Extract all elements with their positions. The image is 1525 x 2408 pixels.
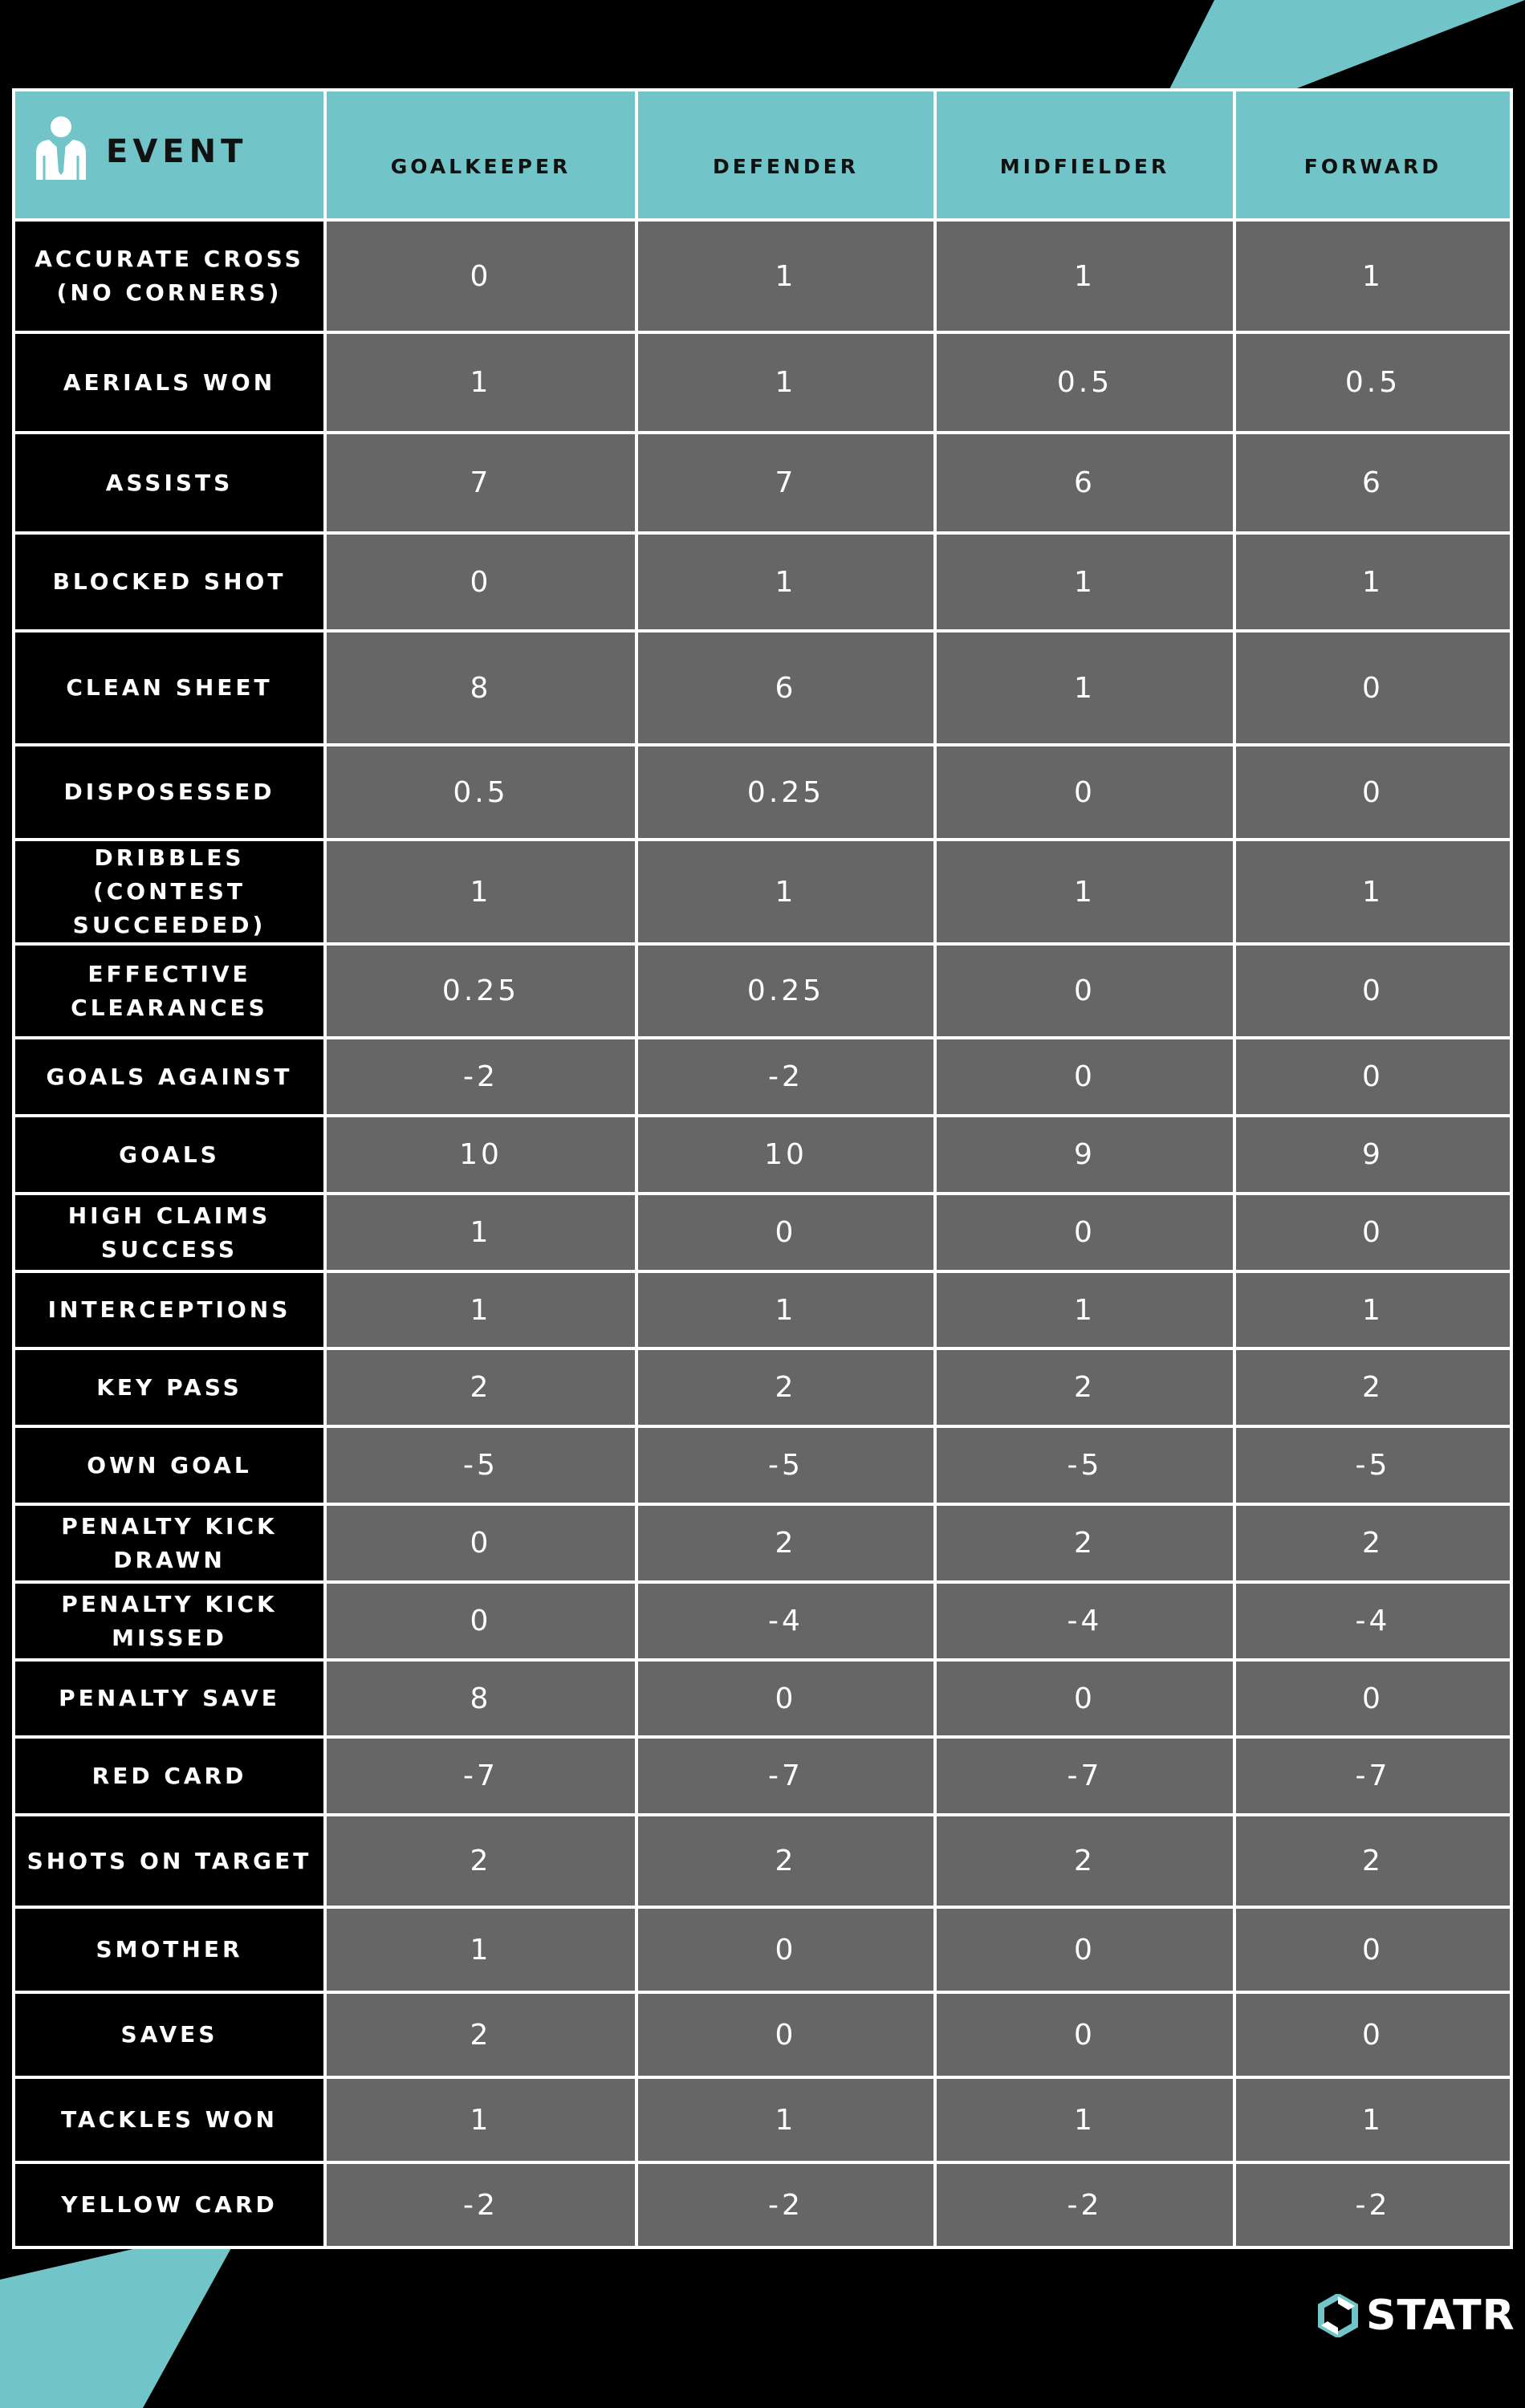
- table-body: [14, 220, 1511, 2247]
- points-forward: 1: [1234, 220, 1511, 332]
- points-defender: 2: [636, 1504, 935, 1582]
- referee-person-icon: [33, 116, 89, 181]
- points-forward: -2: [1234, 2162, 1511, 2247]
- table-row: [14, 2077, 1511, 2162]
- points-midfielder: -4: [935, 1582, 1234, 1660]
- points-goalkeeper: 1: [325, 332, 636, 433]
- event-name-goals: GOALS: [14, 1116, 325, 1194]
- points-defender: 7: [636, 433, 935, 533]
- decorative-stripe-top: [1168, 0, 1525, 92]
- event-name-disposessed: DISPOSESSED: [14, 745, 325, 840]
- event-name-shots-on-target: SHOTS ON TARGET: [14, 1815, 325, 1907]
- points-goalkeeper: 1: [325, 840, 636, 944]
- points-goalkeeper: 0: [325, 1582, 636, 1660]
- points-goalkeeper: -2: [325, 2162, 636, 2247]
- points-midfielder: 0: [935, 1038, 1234, 1116]
- table-row: [14, 1426, 1511, 1504]
- points-midfielder: 2: [935, 1815, 1234, 1907]
- points-midfielder: 0: [935, 745, 1234, 840]
- scoring-table: [12, 88, 1513, 2249]
- points-midfielder: -7: [935, 1737, 1234, 1815]
- points-forward: 9: [1234, 1116, 1511, 1194]
- points-forward: 1: [1234, 1271, 1511, 1348]
- event-name-high-claims-success: HIGH CLAIMS SUCCESS: [14, 1194, 325, 1271]
- event-name-tackles-won: TACKLES WON: [14, 2077, 325, 2162]
- points-forward: 0: [1234, 944, 1511, 1038]
- column-header-defender: DEFENDER: [636, 90, 935, 220]
- points-defender: 1: [636, 1271, 935, 1348]
- points-defender: 2: [636, 1348, 935, 1426]
- table-row: [14, 220, 1511, 332]
- points-midfielder: 0.5: [935, 332, 1234, 433]
- event-name-red-card: RED CARD: [14, 1737, 325, 1815]
- event-name-yellow-card: YELLOW CARD: [14, 2162, 325, 2247]
- table-row: [14, 1815, 1511, 1907]
- event-name-penalty-kick-missed: PENALTY KICK MISSED: [14, 1582, 325, 1660]
- table-row: [14, 1504, 1511, 1582]
- points-forward: 0: [1234, 745, 1511, 840]
- points-goalkeeper: 2: [325, 1348, 636, 1426]
- points-forward: 0.5: [1234, 332, 1511, 433]
- event-name-accurate-cross-no-corners: ACCURATE CROSS (NO CORNERS): [14, 220, 325, 332]
- points-midfielder: 1: [935, 2077, 1234, 2162]
- points-goalkeeper: 0: [325, 1504, 636, 1582]
- points-midfielder: 0: [935, 1907, 1234, 1992]
- points-forward: -5: [1234, 1426, 1511, 1504]
- event-name-interceptions: INTERCEPTIONS: [14, 1271, 325, 1348]
- points-forward: 1: [1234, 533, 1511, 631]
- points-goalkeeper: 0.25: [325, 944, 636, 1038]
- points-goalkeeper: 1: [325, 1907, 636, 1992]
- points-goalkeeper: 0.5: [325, 745, 636, 840]
- points-midfielder: 0: [935, 944, 1234, 1038]
- points-defender: 1: [636, 533, 935, 631]
- table-row: [14, 1992, 1511, 2077]
- table-row: [14, 1907, 1511, 1992]
- points-forward: 2: [1234, 1504, 1511, 1582]
- points-defender: 0.25: [636, 745, 935, 840]
- points-midfielder: 1: [935, 631, 1234, 745]
- points-defender: -7: [636, 1737, 935, 1815]
- table-header-row: [14, 90, 1511, 220]
- table-row: [14, 1660, 1511, 1737]
- points-defender: 0: [636, 1907, 935, 1992]
- points-defender: 0: [636, 1194, 935, 1271]
- points-midfielder: 1: [935, 840, 1234, 944]
- points-forward: -7: [1234, 1737, 1511, 1815]
- points-goalkeeper: -7: [325, 1737, 636, 1815]
- points-defender: 6: [636, 631, 935, 745]
- event-name-goals-against: GOALS AGAINST: [14, 1038, 325, 1116]
- table-row: [14, 2162, 1511, 2247]
- points-defender: 2: [636, 1815, 935, 1907]
- points-goalkeeper: 0: [325, 533, 636, 631]
- points-forward: 0: [1234, 1038, 1511, 1116]
- event-header-label: EVENT: [106, 133, 248, 170]
- points-midfielder: 2: [935, 1348, 1234, 1426]
- decorative-stripe-bottom: [0, 2223, 245, 2408]
- points-midfielder: 0: [935, 1992, 1234, 2077]
- points-forward: 0: [1234, 1660, 1511, 1737]
- table-row: [14, 840, 1511, 944]
- event-name-saves: SAVES: [14, 1992, 325, 2077]
- points-midfielder: -2: [935, 2162, 1234, 2247]
- points-defender: -5: [636, 1426, 935, 1504]
- table-row: [14, 1116, 1511, 1194]
- event-name-dribbles-contest-succeeded: DRIBBLES (CONTEST SUCCEEDED): [14, 840, 325, 944]
- points-goalkeeper: 1: [325, 2077, 636, 2162]
- table-row: [14, 1737, 1511, 1815]
- points-goalkeeper: 1: [325, 1271, 636, 1348]
- points-forward: 2: [1234, 1815, 1511, 1907]
- points-midfielder: 0: [935, 1194, 1234, 1271]
- points-defender: 10: [636, 1116, 935, 1194]
- points-defender: 0: [636, 1660, 935, 1737]
- points-defender: -2: [636, 1038, 935, 1116]
- event-name-clean-sheet: CLEAN SHEET: [14, 631, 325, 745]
- points-forward: -4: [1234, 1582, 1511, 1660]
- points-defender: 1: [636, 2077, 935, 2162]
- points-goalkeeper: 1: [325, 1194, 636, 1271]
- table-row: [14, 1038, 1511, 1116]
- points-defender: -4: [636, 1582, 935, 1660]
- points-defender: 0: [636, 1992, 935, 2077]
- statr-logo: [1316, 2292, 1515, 2340]
- points-forward: 0: [1234, 631, 1511, 745]
- points-goalkeeper: -5: [325, 1426, 636, 1504]
- event-name-key-pass: KEY PASS: [14, 1348, 325, 1426]
- points-midfielder: 6: [935, 433, 1234, 533]
- points-midfielder: 1: [935, 220, 1234, 332]
- points-forward: 6: [1234, 433, 1511, 533]
- table-row: [14, 433, 1511, 533]
- points-goalkeeper: 2: [325, 1992, 636, 2077]
- points-forward: 0: [1234, 1992, 1511, 2077]
- table-row: [14, 332, 1511, 433]
- points-midfielder: 0: [935, 1660, 1234, 1737]
- table-row: [14, 1194, 1511, 1271]
- points-midfielder: 1: [935, 533, 1234, 631]
- points-forward: 0: [1234, 1194, 1511, 1271]
- points-midfielder: 2: [935, 1504, 1234, 1582]
- points-midfielder: 9: [935, 1116, 1234, 1194]
- points-midfielder: 1: [935, 1271, 1234, 1348]
- table-row: [14, 533, 1511, 631]
- points-goalkeeper: 8: [325, 631, 636, 745]
- points-defender: 1: [636, 220, 935, 332]
- table-row: [14, 745, 1511, 840]
- points-goalkeeper: 7: [325, 433, 636, 533]
- table-row: [14, 1348, 1511, 1426]
- event-name-effective-clearances: EFFECTIVE CLEARANCES: [14, 944, 325, 1038]
- points-defender: -2: [636, 2162, 935, 2247]
- points-forward: 1: [1234, 840, 1511, 944]
- points-goalkeeper: 8: [325, 1660, 636, 1737]
- event-name-blocked-shot: BLOCKED SHOT: [14, 533, 325, 631]
- table-row: [14, 944, 1511, 1038]
- event-name-smother: SMOTHER: [14, 1907, 325, 1992]
- points-forward: 0: [1234, 1907, 1511, 1992]
- table-row: [14, 631, 1511, 745]
- points-defender: 1: [636, 332, 935, 433]
- points-goalkeeper: -2: [325, 1038, 636, 1116]
- points-goalkeeper: 2: [325, 1815, 636, 1907]
- column-header-goalkeeper: GOALKEEPER: [325, 90, 636, 220]
- points-defender: 1: [636, 840, 935, 944]
- points-goalkeeper: 0: [325, 220, 636, 332]
- table-row: [14, 1271, 1511, 1348]
- statr-logo-text: STATR: [1366, 2292, 1515, 2340]
- points-defender: 0.25: [636, 944, 935, 1038]
- statr-hexagon-logo-icon: [1316, 2294, 1360, 2337]
- points-forward: 2: [1234, 1348, 1511, 1426]
- column-header-midfielder: MIDFIELDER: [935, 90, 1234, 220]
- event-name-penalty-save: PENALTY SAVE: [14, 1660, 325, 1737]
- event-name-aerials-won: AERIALS WON: [14, 332, 325, 433]
- points-midfielder: -5: [935, 1426, 1234, 1504]
- event-name-own-goal: OWN GOAL: [14, 1426, 325, 1504]
- table-row: [14, 1582, 1511, 1660]
- event-name-assists: ASSISTS: [14, 433, 325, 533]
- column-header-forward: FORWARD: [1234, 90, 1511, 220]
- event-header-cell: [14, 90, 325, 220]
- points-forward: 1: [1234, 2077, 1511, 2162]
- points-goalkeeper: 10: [325, 1116, 636, 1194]
- event-name-penalty-kick-drawn: PENALTY KICK DRAWN: [14, 1504, 325, 1582]
